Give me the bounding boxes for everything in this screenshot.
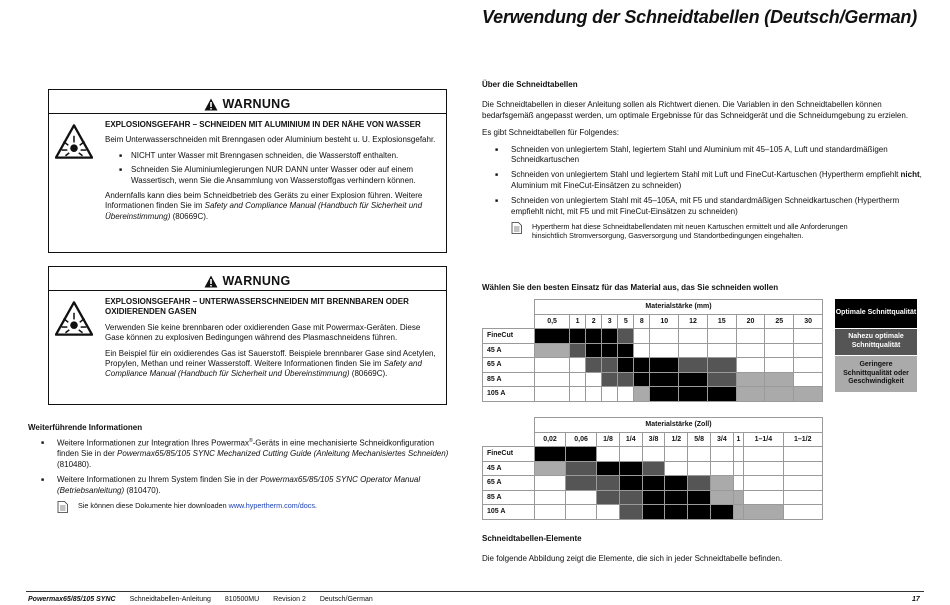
quality-cell [650,372,679,387]
quality-cell [597,447,620,462]
warning-paragraph: Ein Beispiel für ein oxidierendes Gas ist Sauerstoff. Beispiele brennbarer Gase sind Acetylen, Propylen, Methan und reiner Wasserstoff. Weitere Informationen finden Sie im Safety and Compliance Manual (Handbuch für Sicherheit und Übereinstimmung) (80669C). [105,348,436,379]
table-row [483,447,823,462]
further-info-section [28,423,458,513]
quality-cell [570,358,586,373]
column-header: 0,02 [535,432,566,447]
row-label: 85 A [483,490,535,505]
quality-cell [688,490,711,505]
list-item: ■ Schneiden von unlegiertem Stahl mit 45–105A, mit F5 und standardmäßigen Schneidkartuschen (Hypertherm empfiehlt nicht, mit F5 und mit FineCut-Einsätzen zu schneiden) [482,196,922,217]
quality-cell [736,329,765,344]
table-row [483,358,823,373]
column-header: 1/8 [597,432,620,447]
quality-cell [783,505,822,520]
quality-cell [535,358,570,373]
table-row [483,343,823,358]
quality-cell [597,461,620,476]
quality-cell [619,505,642,520]
quality-cell [783,476,822,491]
quality-cell [535,505,566,520]
warning-heading: EXPLOSIONSGEFAHR – UNTERWASSERSCHNEIDEN MIT BRENNBAREN ODER OXIDIERENDEN GASEN [105,297,409,317]
quality-cell [765,387,794,402]
cut-table-inch [482,417,823,520]
column-header: 30 [794,314,823,329]
warning-label: WARNUNG [222,96,291,111]
quality-cell [711,476,734,491]
warning-intro: Beim Unterwasserschneiden mit Brenngasen oder Aluminium besteht u. U. Explosionsgefahr. [105,135,436,145]
quality-cell [783,461,822,476]
quality-cell [650,343,679,358]
quality-cell [707,387,736,402]
table-corner [483,314,535,329]
row-label: 85 A [483,372,535,387]
quality-cell [733,476,743,491]
elements-text: Die folgende Abbildung zeigt die Elemente, die sich in jeder Schneidtabelle befinden. [482,554,783,563]
quality-cell [586,387,602,402]
quality-cell [765,329,794,344]
quality-cell [711,447,734,462]
quality-cell [744,490,783,505]
explosion-hazard-icon [55,124,93,159]
quality-cell [586,358,602,373]
warning-triangle-icon [204,98,218,111]
quality-cell [642,447,665,462]
column-header: 0,5 [535,314,570,329]
table-row [483,476,823,491]
quality-cell [765,372,794,387]
quality-cell [688,461,711,476]
about-section [482,80,922,241]
column-header: 8 [634,314,650,329]
quality-cell [642,505,665,520]
quality-cell [679,343,708,358]
column-header: 1–1/4 [744,432,783,447]
column-header: 12 [679,314,708,329]
table-row [483,490,823,505]
row-label: 45 A [483,461,535,476]
quality-cell [619,447,642,462]
column-header: 25 [765,314,794,329]
quality-cell [794,329,823,344]
quality-cell [679,329,708,344]
warning-bullet: ■ NICHT unter Wasser mit Brenngasen schneiden, die Wasserstoff enthalten. [119,151,438,161]
quality-cell [794,387,823,402]
column-header: 5 [618,314,634,329]
quality-cell [619,490,642,505]
quality-cell [597,476,620,491]
list-item: ■ Weitere Informationen zu Ihrem System finden Sie in der Powermax65/85/105 SYNC Operator Manual (Betriebsanleitung) (810470). [28,475,458,496]
list-item: ■ Schneiden von unlegiertem Stahl, legiertem Stahl und Aluminium mit 45–105 A, Luft und standardmäßigen Schneidkartuschen [482,145,922,166]
row-label: 45 A [483,343,535,358]
quality-cell [688,476,711,491]
quality-cell [794,358,823,373]
quality-cell [535,343,570,358]
quality-cell [535,490,566,505]
warning-paragraph: Verwenden Sie keine brennbaren oder oxidierenden Gase mit Powermax-Geräten. Diese Gase können zu explosiven Bedingungen während des Plasmaschneidens führen. [105,322,421,343]
quality-cell [602,372,618,387]
quality-cell [602,343,618,358]
quality-cell [765,358,794,373]
column-header: 10 [650,314,679,329]
quality-cell [733,461,743,476]
quality-cell [679,372,708,387]
row-label: FineCut [483,447,535,462]
quality-cell [619,461,642,476]
quality-cell [650,329,679,344]
quality-cell [566,490,597,505]
footer-revision: Revision 2 [273,596,306,603]
quality-cell [586,372,602,387]
quality-cell [602,387,618,402]
quality-cell [566,447,597,462]
legend-near-optimal: Nahezu optimale Schnittqualität [835,329,917,355]
footer-divider [26,591,924,592]
table-caption: Materialstärke (mm) [535,300,823,315]
quality-cell [618,343,634,358]
quality-cell [665,490,688,505]
quality-cell [535,329,570,344]
footer-language: Deutsch/German [319,596,373,603]
about-title: Über die Schneidtabellen [482,80,578,89]
row-label: 65 A [483,358,535,373]
quality-cell [535,476,566,491]
quality-cell [619,476,642,491]
choose-consumable-title: Wählen Sie den besten Einsatz für das Material aus, das Sie schneiden wollen [482,283,779,292]
quality-cell [634,387,650,402]
quality-cell [794,372,823,387]
table-row [483,505,823,520]
cut-table-mm [482,299,823,402]
quality-cell [744,447,783,462]
note-icon [511,222,522,234]
quality-cell [535,461,566,476]
quality-cell [586,329,602,344]
table-corner [483,432,535,447]
column-header: 0,06 [566,432,597,447]
quality-cell [634,343,650,358]
column-header: 1/4 [619,432,642,447]
quality-cell [744,476,783,491]
quality-cell [618,358,634,373]
quality-cell [765,343,794,358]
quality-cell [642,490,665,505]
quality-cell [618,372,634,387]
row-label: 105 A [483,505,535,520]
data-note: Hypertherm hat diese Schneidtabellendaten mit neuen Kartuschen ermittelt und alle Anforderungen hinsichtlich Stromversorgung, Gasversorgung und Standortbedingungen eingehalten. [511,222,871,241]
warning-box-underwater [48,266,447,405]
quality-cell [783,447,822,462]
warning-heading: EXPLOSIONSGEFAHR – SCHNEIDEN MIT ALUMINIUM IN DER NÄHE VON WASSER [105,120,421,129]
quality-cell [783,490,822,505]
footer [28,595,373,604]
quality-cell [618,329,634,344]
quality-cell [688,505,711,520]
warning-box-aluminium [48,89,447,253]
table-row [483,461,823,476]
quality-cell [570,372,586,387]
quality-cell [634,372,650,387]
explosion-hazard-icon [55,301,93,336]
column-header: 3/4 [711,432,734,447]
quality-cell [535,447,566,462]
warning-label: WARNUNG [222,273,291,288]
column-header: 1 [733,432,743,447]
download-note: Sie können diese Dokumente hier downloaden www.hypertherm.com/docs. [57,501,458,513]
table-caption: Materialstärke (Zoll) [535,418,823,433]
quality-cell [736,358,765,373]
quality-cell [535,387,570,402]
about-paragraph: Die Schneidtabellen in dieser Anleitung sollen als Richtwert dienen. Die Variablen in den Schneidtabellen können bedarfsgemäß angepasst werden, um optimale Ergebnisse für das Schneidgerät und die Schneidumgebung zu erzielen. [482,100,909,120]
quality-legend [835,299,917,392]
warning-header [49,267,446,291]
quality-cell [665,447,688,462]
quality-cell [602,329,618,344]
quality-cell [665,476,688,491]
row-label: FineCut [483,329,535,344]
docs-link[interactable]: www.hypertherm.com/docs [228,501,315,510]
column-header: 1 [570,314,586,329]
quality-cell [570,329,586,344]
column-header: 2 [586,314,602,329]
quality-cell [665,461,688,476]
table-corner [483,300,535,315]
footer-product: Powermax65/85/105 SYNC [28,596,116,603]
about-paragraph: Es gibt Schneidtabellen für Folgendes: [482,128,619,138]
column-header: 15 [707,314,736,329]
quality-cell [688,447,711,462]
quality-cell [736,387,765,402]
quality-cell [744,461,783,476]
quality-cell [642,461,665,476]
quality-cell [711,505,734,520]
column-header: 5/8 [688,432,711,447]
quality-cell [711,461,734,476]
quality-cell [650,358,679,373]
page-title: Verwendung der Schneidtabellen (Deutsch/German) [482,7,918,27]
column-header: 20 [736,314,765,329]
table-corner [483,418,535,433]
quality-cell [586,343,602,358]
further-info-title: Weiterführende Informationen [28,423,143,432]
quality-cell [736,343,765,358]
quality-cell [711,490,734,505]
table-row [483,387,823,402]
quality-cell [566,505,597,520]
quality-cell [679,387,708,402]
column-header: 1/2 [665,432,688,447]
column-header: 3 [602,314,618,329]
note-icon [57,501,68,513]
quality-cell [665,505,688,520]
list-item: ■ Schneiden von unlegiertem Stahl und legiertem Stahl mit Luft und FineCut-Kartuschen (Hypertherm empfiehlt nicht, Aluminium mit FineCut-Einsätzen zu schneiden) [482,170,922,191]
list-item: ■ Weitere Informationen zur Integration Ihres Powermax®-Geräts in eine mechanisierte Schneidkonfiguration finden Sie in der Powermax65/85/105 SYNC Mechanized Cutting Guide (Anleitung Mechanisiertes Schneiden) (810480). [28,438,458,470]
footer-doc: Schneidtabellen-Anleitung [129,596,211,603]
column-header: 1–1/2 [783,432,822,447]
quality-cell [707,343,736,358]
quality-cell [707,358,736,373]
elements-title: Schneidtabellen-Elemente [482,534,582,543]
quality-cell [597,490,620,505]
quality-cell [634,329,650,344]
row-label: 65 A [483,476,535,491]
quality-cell [744,505,783,520]
quality-cell [570,387,586,402]
quality-cell [535,372,570,387]
warning-triangle-icon [204,275,218,288]
quality-cell [566,476,597,491]
column-header: 3/8 [642,432,665,447]
footer-page-number: 17 [912,596,920,603]
row-label: 105 A [483,387,535,402]
quality-cell [733,447,743,462]
quality-cell [642,476,665,491]
legend-lower: Geringere Schnittqualität oder Geschwindigkeit [835,356,917,392]
quality-cell [634,358,650,373]
warning-header [49,90,446,114]
quality-cell [618,387,634,402]
legend-optimal: Optimale Schnittqualität [835,299,917,328]
quality-cell [733,490,743,505]
warning-closing: Andernfalls kann dies beim Schneidbetrieb des Geräts zu einer Explosion führen. Weitere Informationen finden Sie im Safety and Compliance Manual (Handbuch für Sicherheit und Übereinstimmung) (80669C). [105,190,423,221]
table-row [483,372,823,387]
quality-cell [602,358,618,373]
quality-cell [794,343,823,358]
warning-bullet: ■ Schneiden Sie Aluminiumlegierungen NUR DANN unter Wasser oder auf einem Wassertisch, wenn Sie die Ansammlung von Wasserstoffgas verhindern können. [119,165,438,186]
quality-cell [597,505,620,520]
quality-cell [650,387,679,402]
quality-cell [733,505,743,520]
table-row [483,329,823,344]
quality-cell [707,329,736,344]
quality-cell [707,372,736,387]
quality-cell [566,461,597,476]
quality-cell [679,358,708,373]
quality-cell [736,372,765,387]
footer-part: 810500MU [224,596,260,603]
quality-cell [570,343,586,358]
